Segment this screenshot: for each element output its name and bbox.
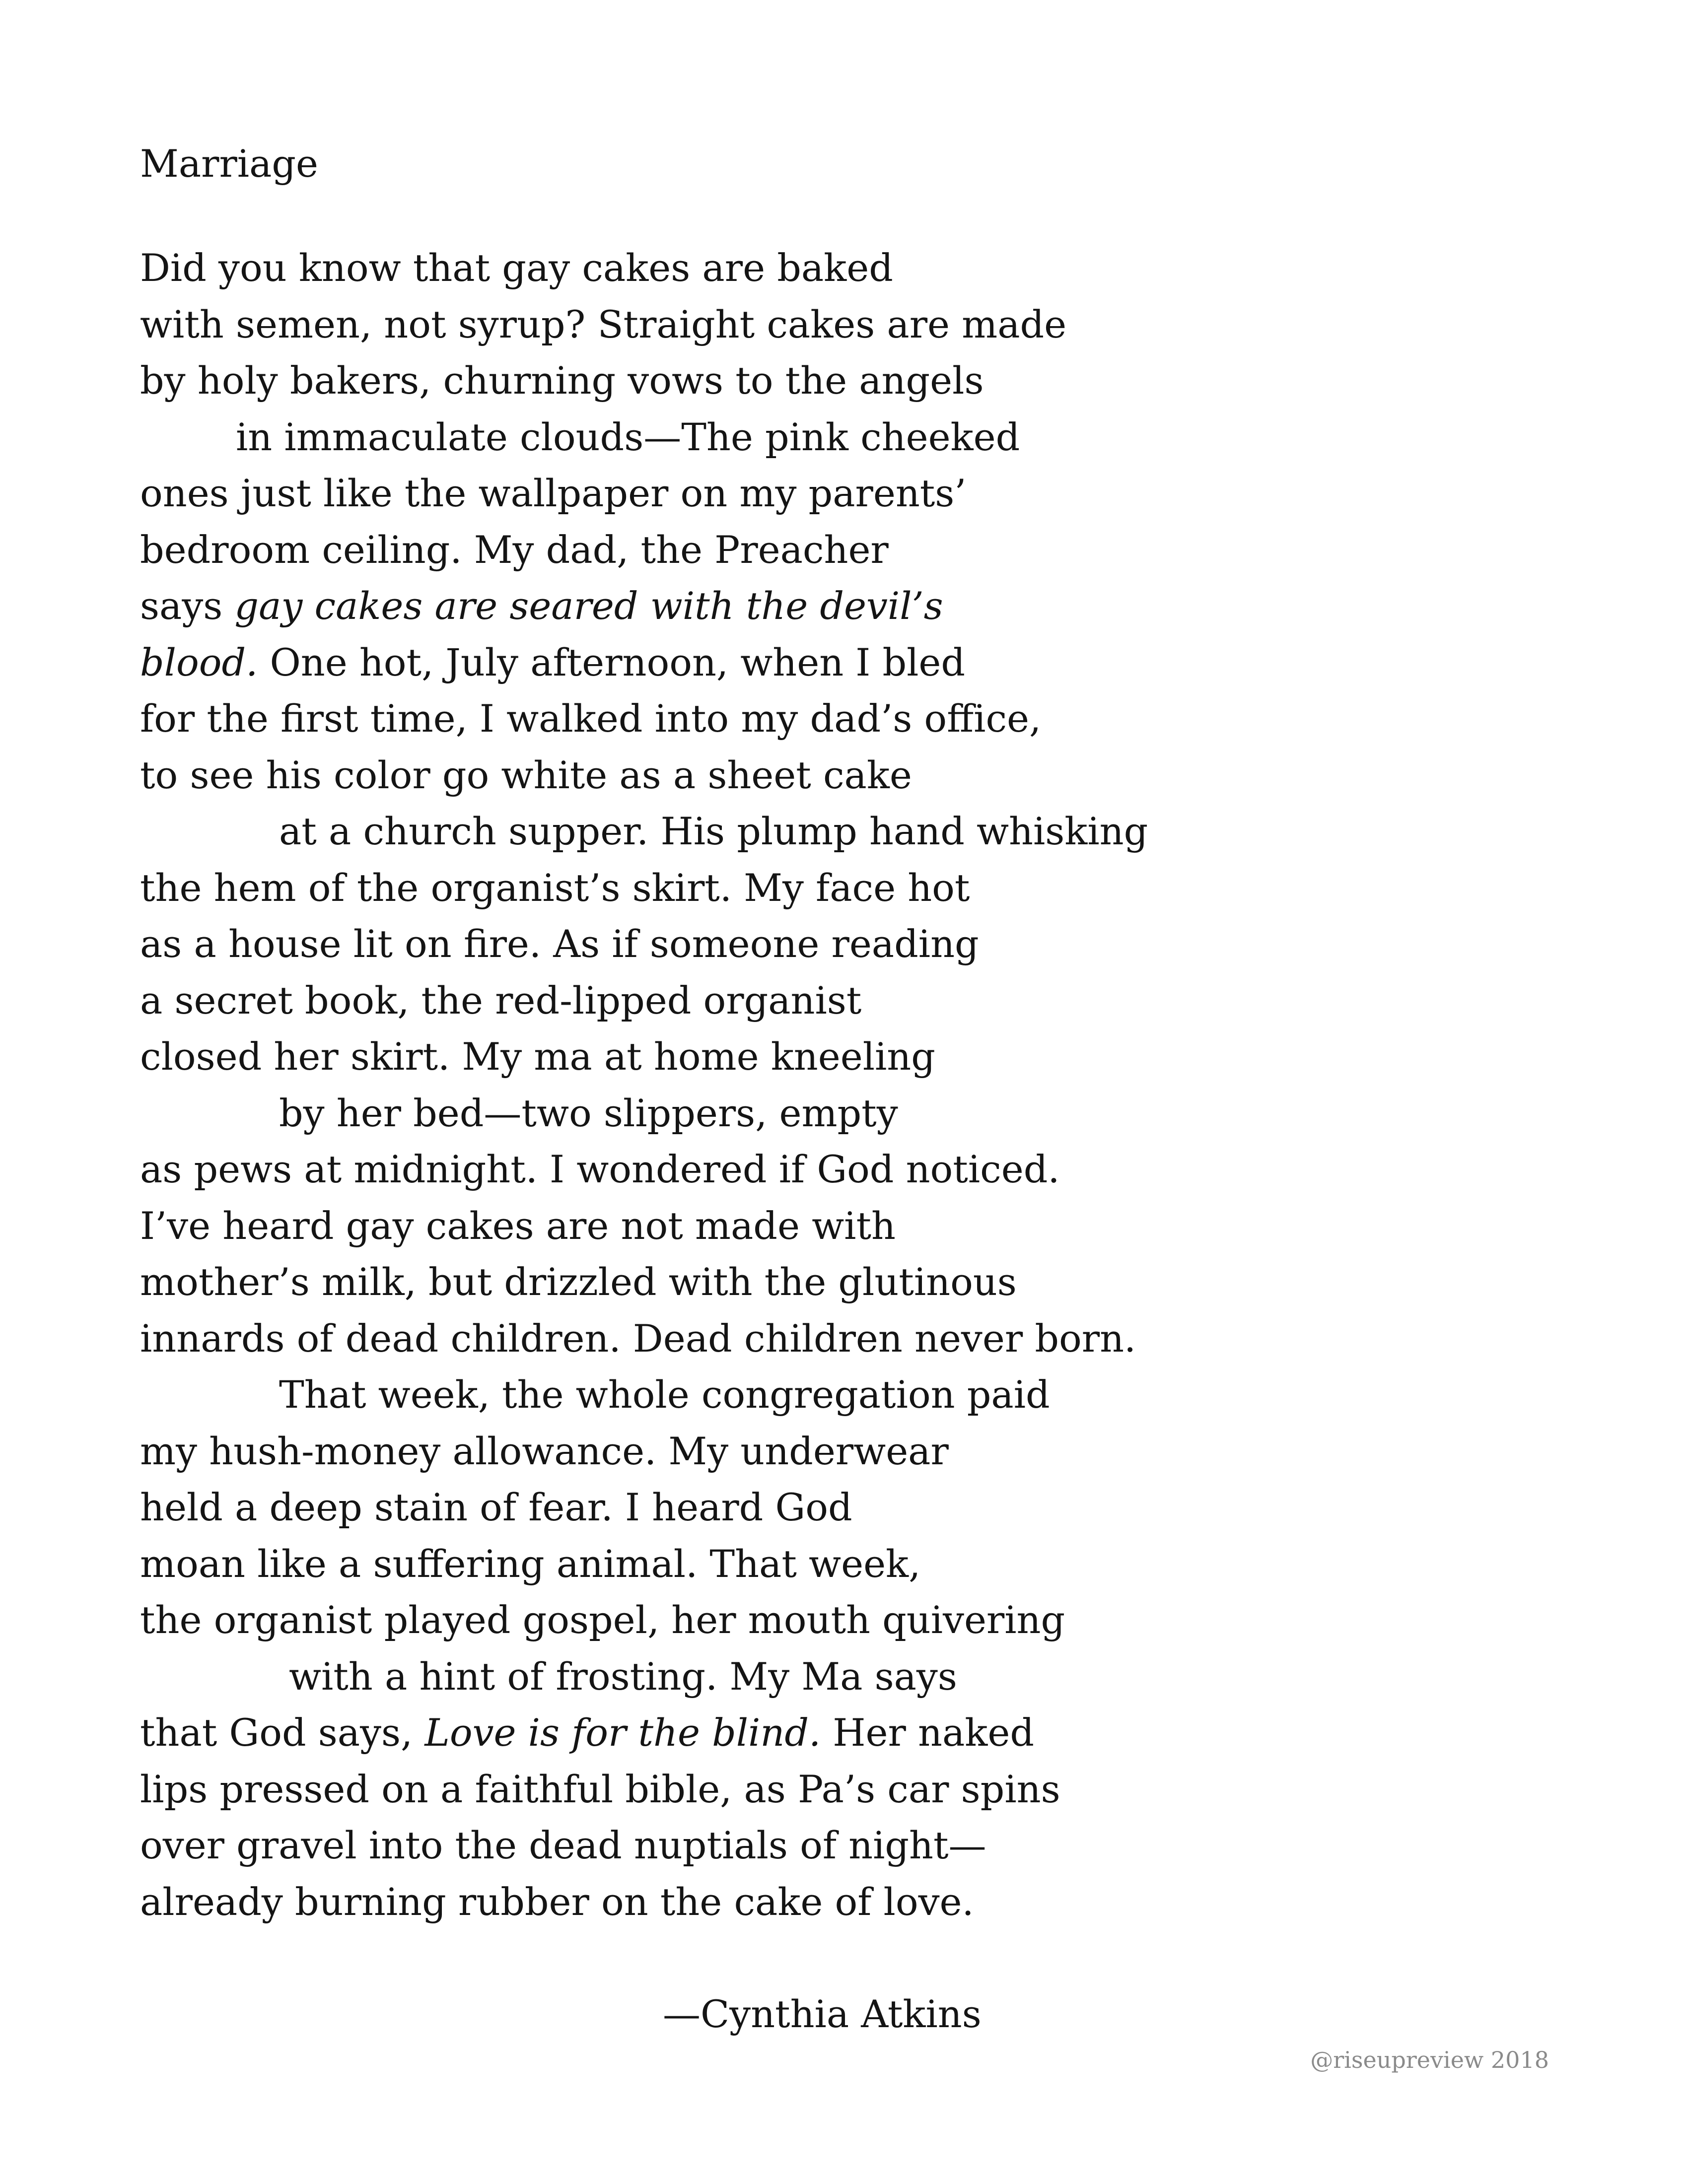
- poem-line: mother’s milk, but drizzled with the glutinous: [140, 1260, 1017, 1304]
- poem-line: [140, 578, 1580, 634]
- poem-line: with semen, not syrup? Straight cakes are made: [140, 302, 1067, 346]
- poem-line: [140, 634, 1580, 691]
- poem-text-italic: Love is for the blind.: [424, 1710, 821, 1755]
- poem-line: as pews at midnight. I wondered if God noticed.: [140, 1147, 1060, 1191]
- poem-line-indented: in immaculate clouds—The pink cheeked: [236, 414, 1020, 459]
- poem-line: I’ve heard gay cakes are not made with: [140, 1203, 896, 1248]
- poem-line: to see his color go white as a sheet cake: [140, 752, 912, 797]
- poem-line-indented: at a church supper. His plump hand whisking: [279, 809, 1148, 853]
- copyright-notice: @riseupreview 2018: [1310, 2047, 1549, 2073]
- poem-text: One hot, July afternoon, when I bled: [258, 640, 966, 684]
- poem-line: held a deep stain of fear. I heard God: [140, 1485, 852, 1529]
- poem-line: the organist played gospel, her mouth quivering: [140, 1598, 1065, 1642]
- poem-text-italic: blood.: [140, 640, 258, 684]
- poem-line: innards of dead children. Dead children never born.: [140, 1316, 1136, 1361]
- poem-line-indented: with a hint of frosting. My Ma says: [289, 1654, 957, 1699]
- poem-line: the hem of the organist’s skirt. My face hot: [140, 865, 970, 910]
- poem-text: that God says,: [140, 1710, 425, 1755]
- author-byline: —Cynthia Atkins: [663, 1992, 982, 2036]
- poem-text: says: [140, 584, 235, 628]
- poem-line: as a house lit on fire. As if someone reading: [140, 922, 979, 966]
- poem-line: bedroom ceiling. My dad, the Preacher: [140, 527, 889, 572]
- poem-line-indented: That week, the whole congregation paid: [279, 1372, 1050, 1417]
- poem-line: already burning rubber on the cake of love.: [140, 1879, 974, 1924]
- poem-line: my hush-money allowance. My underwear: [140, 1429, 949, 1473]
- poem-line: Did you know that gay cakes are baked: [140, 246, 893, 290]
- poem-body: [140, 240, 1580, 1930]
- poem-line: closed her skirt. My ma at home kneeling: [140, 1034, 935, 1079]
- poem-line: [140, 1705, 1580, 1761]
- poem-line: over gravel into the dead nuptials of night—: [140, 1823, 986, 1867]
- poem-line: for the first time, I walked into my dad’s office,: [140, 696, 1042, 741]
- poem-line-indented: by her bed—two slippers, empty: [279, 1091, 898, 1135]
- poem-line: moan like a suffering animal. That week,: [140, 1541, 921, 1586]
- poem-line: a secret book, the red-lipped organist: [140, 978, 862, 1023]
- poem-text: Her naked: [821, 1710, 1034, 1755]
- poem-line: ones just like the wallpaper on my parents’: [140, 471, 967, 515]
- poem-line: lips pressed on a faithful bible, as Pa’s car spins: [140, 1767, 1060, 1811]
- poem-title: Marriage: [140, 141, 319, 186]
- poem-text-italic: gay cakes are seared with the devil’s: [234, 584, 943, 628]
- poem-line: by holy bakers, churning vows to the angels: [140, 358, 984, 403]
